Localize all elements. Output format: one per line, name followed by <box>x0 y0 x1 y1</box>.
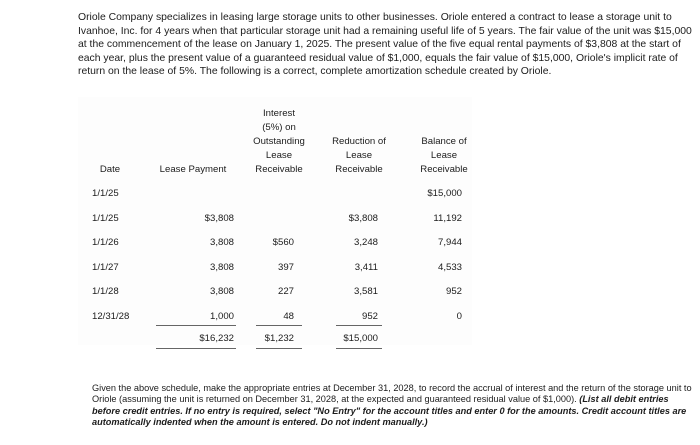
header-balance-line-2: Receivable <box>420 164 468 175</box>
row-5-balance: 0 <box>456 310 462 322</box>
row-1-payment: $3,808 <box>204 212 234 224</box>
header-reduction-line-1: Lease <box>345 150 373 161</box>
header-interest <box>238 107 320 177</box>
row-3-reduction: 3,411 <box>354 261 378 273</box>
row-2-date: 1/1/26 <box>92 237 119 248</box>
row-4-payment: 3,808 <box>209 286 234 297</box>
header-interest-line-3: Lease <box>265 150 293 161</box>
header-interest-line-1: (5%) on <box>262 122 296 133</box>
header-balance <box>408 135 480 177</box>
rule-reduction <box>336 325 382 326</box>
row-3-balance: 4,533 <box>437 261 462 273</box>
header-interest-line-4: Receivable <box>255 164 303 175</box>
row-3-date: 1/1/27 <box>92 261 119 273</box>
header-balance-line-1: Lease <box>430 150 458 161</box>
row-1-reduction: $3,808 <box>348 212 378 224</box>
rule-payment <box>156 325 236 326</box>
total-reduction: $15,000 <box>343 333 378 344</box>
row-3-payment: 3,808 <box>209 261 234 273</box>
double-rule-payment <box>156 348 236 349</box>
header-reduction-line-0: Reduction of <box>332 136 386 147</box>
header-date <box>88 163 132 177</box>
row-1-date: 1/1/25 <box>92 212 119 224</box>
row-2-reduction: 3,248 <box>353 237 378 248</box>
total-interest: $1,232 <box>264 333 294 344</box>
row-4-balance: 952 <box>445 286 462 297</box>
row-2-payment: 3,808 <box>209 237 234 248</box>
header-lease-payment <box>150 163 236 177</box>
row-2-interest: $560 <box>272 237 294 248</box>
row-3-interest: 397 <box>277 261 294 273</box>
double-rule-interest <box>256 348 302 349</box>
header-balance-line-0: Balance of <box>421 136 467 147</box>
row-5-payment: 1,000 <box>209 310 234 322</box>
instructions-text: (List all debit entries before credit entries. If no entry is required, select "No Entry" for the account titles and enter 0 for the amounts. Credit account titles are automatically indented when the amount is entered. Do not indent manually.) <box>92 394 687 428</box>
question-footer <box>92 383 692 429</box>
rule-interest <box>256 325 302 326</box>
row-0-balance: $15,000 <box>427 188 462 199</box>
header-reduction-line-2: Receivable <box>335 164 383 175</box>
header-interest-line-2: Outstanding <box>253 136 305 147</box>
question-text: Given the above schedule, make the appropriate entries at December 31, 2028, to record the accrual of interest and the return of the storage unit to Oriole (assuming the unit is returned on December 31, 2028, at the expected and guaranteed residual value of $1,000). <box>92 383 692 405</box>
header-date-line-0: Date <box>99 164 121 175</box>
row-5-reduction: 952 <box>361 310 378 322</box>
header-interest-line-0: Interest <box>263 108 295 119</box>
double-rule-reduction <box>336 348 382 349</box>
row-1-balance: 11,192 <box>433 212 462 224</box>
row-5-interest: 48 <box>283 310 294 322</box>
row-4-date: 1/1/28 <box>92 286 119 297</box>
row-2-balance: 7,944 <box>437 237 462 248</box>
amortization-schedule <box>78 97 472 345</box>
total-payment: $16,232 <box>199 333 234 344</box>
problem-statement: Oriole Company specializes in leasing large storage units to other businesses. Oriole entered a contract to lease a storage unit to Ivanhoe, Inc. for 4 years when that particular storage unit had a remaining useful life of 5 years. The fair value of the unit was $15,000 at the commencement of the lease on January 1, 2025. The present value of the five equal rental payments of $3,808 at the start of each year, plus the present value of a guaranteed residual value of $1,000, equals the fair value of $15,000, Oriole's implicit rate of return on the lease of 5%. The following is a correct, complete amortization schedule created by Oriole. <box>78 12 692 78</box>
row-4-interest: 227 <box>277 286 294 297</box>
row-4-reduction: 3,581 <box>353 286 378 297</box>
row-5-date: 12/31/28 <box>92 310 130 322</box>
row-0-date: 1/1/25 <box>92 188 119 199</box>
header-payment-line-0: Lease Payment <box>159 164 227 175</box>
header-reduction <box>322 135 396 177</box>
